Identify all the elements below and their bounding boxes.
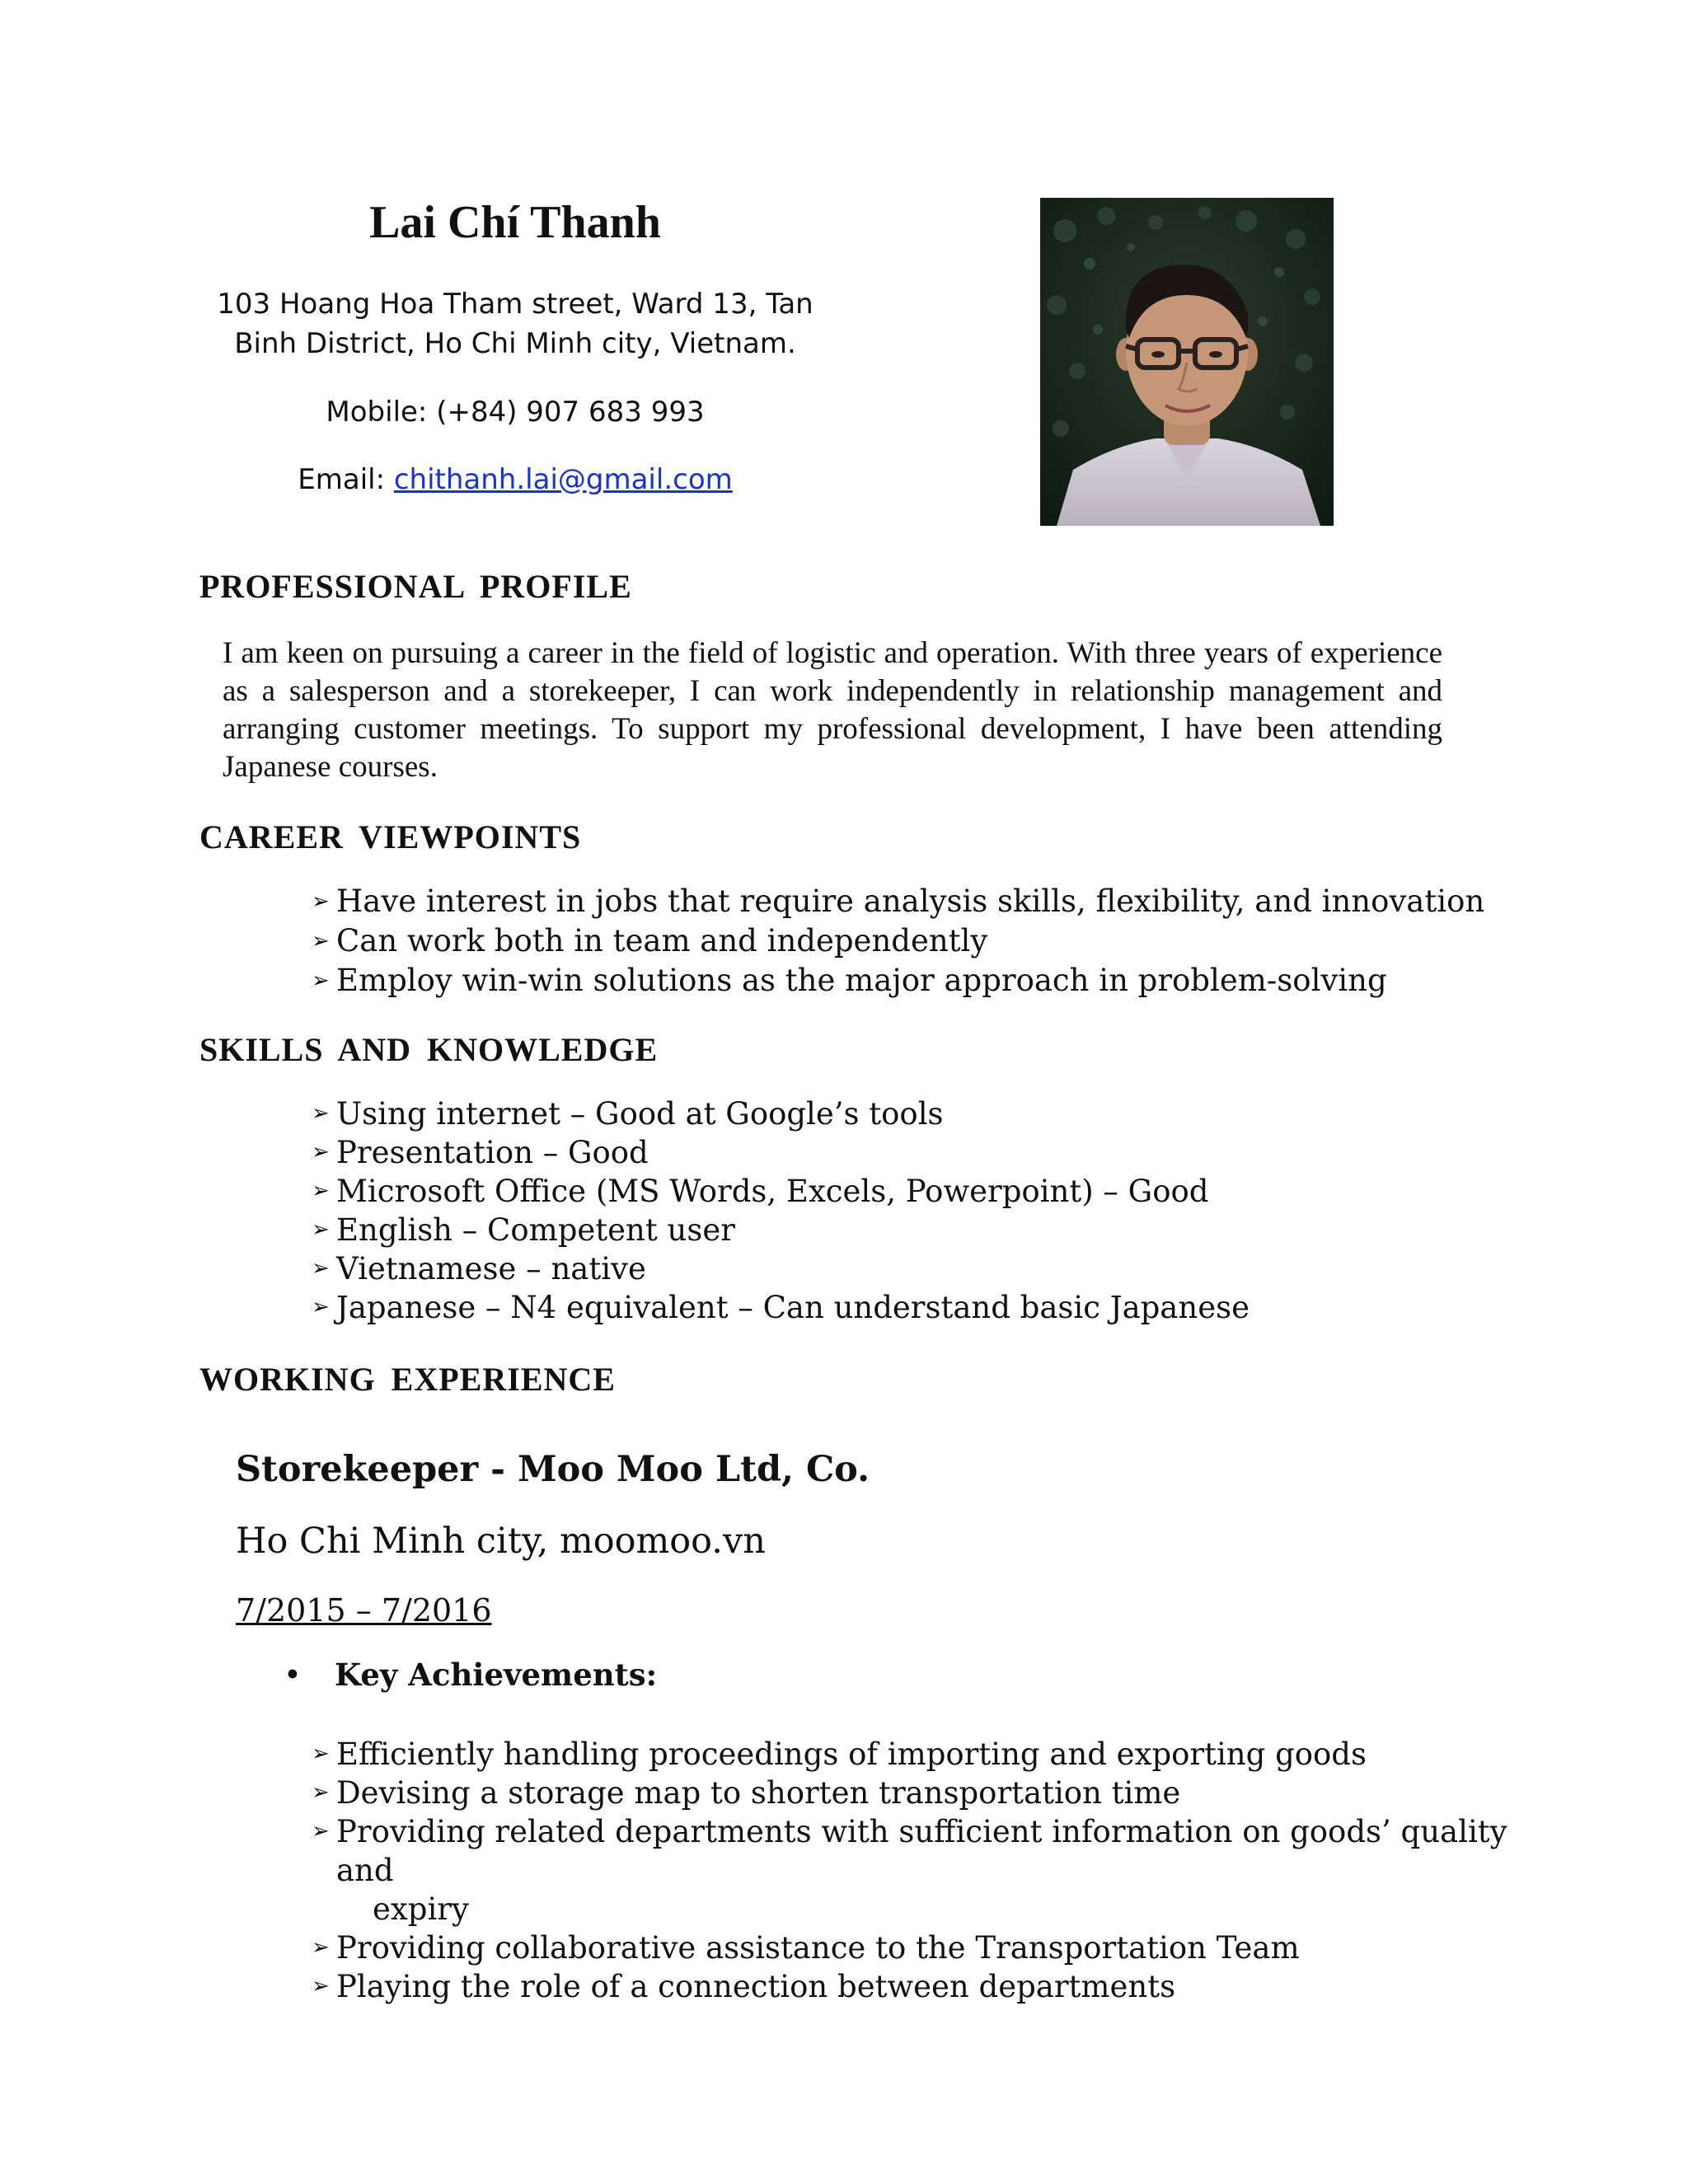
list-item: ➢ Playing the role of a connection between departments — [312, 1969, 1176, 2004]
candidate-name: Lai Chí Thanh — [369, 197, 661, 248]
list-item: ➢ Presentation – Good — [312, 1135, 649, 1170]
list-item: ➢ Using internet – Good at Google’s tools — [312, 1096, 944, 1132]
list-item: ➢ Efficiently handling proceedings of importing and exporting goods — [312, 1736, 1367, 1772]
arrow-bullet-icon: ➢ — [312, 1935, 330, 1960]
arrow-bullet-icon: ➢ — [312, 1819, 330, 1844]
arrow-bullet-icon: ➢ — [312, 968, 330, 993]
section-heading-skills-and-knowledge: SKILLS AND KNOWLEDGE — [199, 1031, 659, 1068]
list-item: ➢ Can work both in team and independently — [312, 921, 1484, 961]
job-location: Ho Chi Minh city, moomoo.vn — [236, 1521, 766, 1562]
arrow-bullet-icon: ➢ — [312, 1101, 330, 1126]
address — [198, 284, 832, 363]
list-item: ➢ Japanese – N4 equivalent – Can understand basic Japanese — [312, 1290, 1250, 1325]
arrow-bullet-icon: ➢ — [312, 929, 330, 954]
skills-list — [312, 1094, 1250, 1327]
arrow-bullet-icon: ➢ — [312, 1974, 330, 1999]
profile-photo — [1040, 198, 1334, 526]
list-item: ➢ Vietnamese – native — [312, 1251, 646, 1286]
mobile-number: Mobile: (+84) 907 683 993 — [326, 396, 705, 429]
list-item: ➢ Providing related departments with sufficient information on goods’ quality and expiry — [312, 1812, 1523, 1929]
list-item: ➢ Providing collaborative assistance to the Transportation Team — [312, 1930, 1300, 1966]
profile-summary: I am keen on pursuing a career in the field of logistic and operation. With three years of experience as a salesperson and a storekeeper, I can work independently in relationship management and arranging customer meetings. To support my professional development, I have been attending Japanese courses. — [223, 636, 1442, 784]
list-item-continuation: expiry — [373, 1891, 469, 1927]
list-item: ➢ Microsoft Office (MS Words, Excels, Powerpoint) – Good — [312, 1174, 1209, 1209]
section-heading-professional-profile: PROFESSIONAL PROFILE — [199, 568, 632, 605]
key-achievements-heading: • Key Achievements: — [284, 1657, 658, 1693]
email-label: Email: — [298, 463, 386, 496]
arrow-bullet-icon: ➢ — [312, 1780, 330, 1805]
arrow-bullet-icon: ➢ — [312, 1140, 330, 1165]
address-line-1: 103 Hoang Hoa Tham street, Ward 13, Tan — [217, 288, 814, 321]
arrow-bullet-icon: ➢ — [312, 889, 330, 914]
email-link[interactable]: chithanh.lai@gmail.com — [393, 463, 733, 496]
profile-photo-illustration — [1040, 198, 1334, 526]
list-item: ➢ English – Competent user — [312, 1212, 735, 1248]
address-line-2: Binh District, Ho Chi Minh city, Vietnam. — [234, 327, 796, 360]
arrow-bullet-icon: ➢ — [312, 1217, 330, 1242]
arrow-bullet-icon: ➢ — [312, 1741, 330, 1766]
arrow-bullet-icon: ➢ — [312, 1295, 330, 1319]
career-viewpoints-list — [312, 882, 1484, 1001]
job-dates: 7/2015 – 7/2016 — [236, 1592, 492, 1629]
achievements-list — [312, 1735, 1523, 2006]
list-item: ➢ Employ win-win solutions as the major approach in problem-solving — [312, 961, 1484, 1001]
round-bullet-icon: • — [284, 1657, 302, 1693]
section-heading-career-viewpoints: CAREER VIEWPOINTS — [199, 818, 582, 855]
job-title: Storekeeper - Moo Moo Ltd, Co. — [236, 1449, 870, 1490]
arrow-bullet-icon: ➢ — [312, 1256, 330, 1281]
arrow-bullet-icon: ➢ — [312, 1179, 330, 1203]
email-line — [198, 460, 832, 499]
section-heading-working-experience: WORKING EXPERIENCE — [199, 1361, 616, 1398]
list-item: ➢ Have interest in jobs that require analysis skills, flexibility, and innovation — [312, 882, 1484, 921]
list-item: ➢ Devising a storage map to shorten transportation time — [312, 1775, 1181, 1811]
